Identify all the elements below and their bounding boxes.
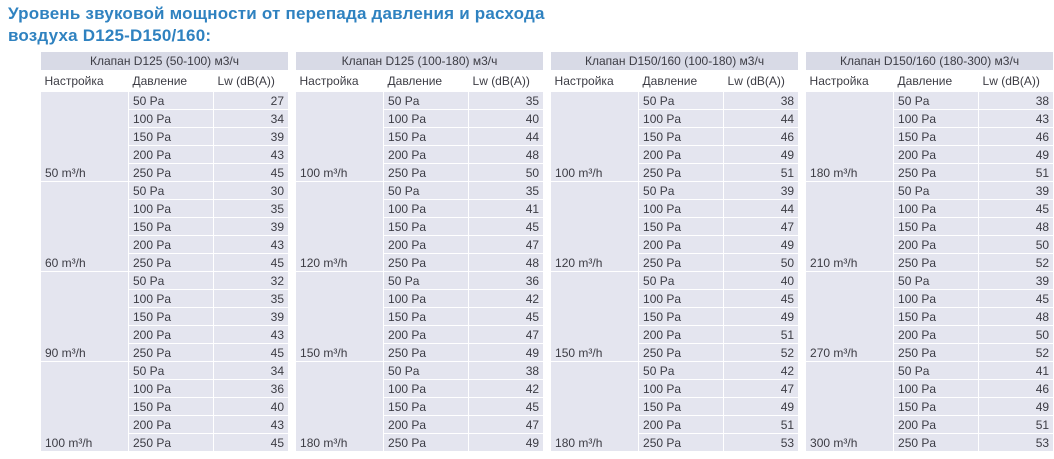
setting-cell: 100 m³/h — [551, 92, 639, 182]
column-header-pressure: Давление — [639, 71, 724, 92]
pressure-cell: 200 Pa — [894, 236, 979, 254]
lw-value-cell: 49 — [724, 308, 799, 326]
pressure-cell: 250 Pa — [384, 254, 469, 272]
lw-value-cell: 51 — [724, 326, 799, 344]
lw-value-cell: 49 — [724, 236, 799, 254]
lw-value-cell: 45 — [724, 290, 799, 308]
lw-value-cell: 41 — [469, 200, 544, 218]
valve-table — [295, 51, 544, 452]
setting-cell: 210 m³/h — [806, 182, 894, 272]
setting-cell: 300 m³/h — [806, 362, 894, 452]
table-row — [296, 182, 544, 200]
column-header-row — [806, 71, 1054, 92]
lw-value-cell: 39 — [214, 308, 289, 326]
lw-value-cell: 45 — [214, 164, 289, 182]
lw-value-cell: 53 — [724, 434, 799, 452]
pressure-cell: 150 Pa — [639, 398, 724, 416]
table-row — [806, 92, 1054, 110]
pressure-cell: 200 Pa — [384, 326, 469, 344]
lw-value-cell: 38 — [724, 92, 799, 110]
lw-value-cell: 47 — [469, 326, 544, 344]
setting-cell: 120 m³/h — [296, 182, 384, 272]
lw-value-cell: 44 — [724, 110, 799, 128]
lw-value-cell: 50 — [724, 254, 799, 272]
lw-value-cell: 47 — [724, 218, 799, 236]
lw-value-cell: 34 — [214, 362, 289, 380]
lw-value-cell: 39 — [724, 182, 799, 200]
lw-value-cell: 46 — [979, 128, 1054, 146]
pressure-cell: 250 Pa — [894, 344, 979, 362]
lw-value-cell: 36 — [214, 380, 289, 398]
pressure-cell: 100 Pa — [894, 200, 979, 218]
lw-value-cell: 35 — [214, 290, 289, 308]
pressure-cell: 200 Pa — [384, 416, 469, 434]
pressure-cell: 250 Pa — [894, 434, 979, 452]
pressure-cell: 100 Pa — [384, 110, 469, 128]
lw-value-cell: 47 — [724, 380, 799, 398]
table-title: Клапан D125 (50-100) м3/ч — [41, 52, 289, 71]
pressure-cell: 150 Pa — [894, 398, 979, 416]
pressure-cell: 150 Pa — [384, 128, 469, 146]
pressure-cell: 100 Pa — [894, 290, 979, 308]
pressure-cell: 150 Pa — [894, 128, 979, 146]
pressure-cell: 250 Pa — [894, 254, 979, 272]
column-header-lw: Lw (dB(A)) — [979, 71, 1054, 92]
setting-cell: 90 m³/h — [41, 272, 129, 362]
table-row — [806, 362, 1054, 380]
lw-value-cell: 52 — [979, 254, 1054, 272]
pressure-cell: 150 Pa — [129, 128, 214, 146]
lw-value-cell: 48 — [979, 218, 1054, 236]
table-row — [551, 272, 799, 290]
setting-cell: 180 m³/h — [551, 362, 639, 452]
pressure-cell: 250 Pa — [384, 344, 469, 362]
pressure-cell: 50 Pa — [129, 92, 214, 110]
pressure-cell: 100 Pa — [894, 110, 979, 128]
pressure-cell: 100 Pa — [639, 200, 724, 218]
table-title: Клапан D125 (100-180) м3/ч — [296, 52, 544, 71]
lw-value-cell: 45 — [469, 398, 544, 416]
pressure-cell: 200 Pa — [639, 236, 724, 254]
pressure-cell: 50 Pa — [129, 182, 214, 200]
lw-value-cell: 47 — [469, 236, 544, 254]
lw-value-cell: 40 — [469, 110, 544, 128]
lw-value-cell: 50 — [469, 164, 544, 182]
setting-cell: 100 m³/h — [41, 362, 129, 452]
pressure-cell: 250 Pa — [129, 434, 214, 452]
pressure-cell: 150 Pa — [384, 308, 469, 326]
valve-table — [40, 51, 289, 452]
pressure-cell: 250 Pa — [384, 434, 469, 452]
lw-value-cell: 52 — [724, 344, 799, 362]
pressure-cell: 150 Pa — [384, 398, 469, 416]
valve-table — [805, 51, 1054, 452]
pressure-cell: 150 Pa — [894, 218, 979, 236]
pressure-cell: 150 Pa — [639, 218, 724, 236]
pressure-cell: 100 Pa — [894, 380, 979, 398]
pressure-cell: 150 Pa — [639, 308, 724, 326]
column-header-lw: Lw (dB(A)) — [469, 71, 544, 92]
pressure-cell: 250 Pa — [639, 434, 724, 452]
column-header-lw: Lw (dB(A)) — [214, 71, 289, 92]
lw-value-cell: 45 — [214, 254, 289, 272]
pressure-cell: 50 Pa — [894, 182, 979, 200]
table-title-row — [551, 52, 799, 71]
pressure-cell: 200 Pa — [129, 326, 214, 344]
lw-value-cell: 39 — [979, 182, 1054, 200]
table-row — [551, 362, 799, 380]
pressure-cell: 50 Pa — [129, 362, 214, 380]
lw-value-cell: 42 — [469, 380, 544, 398]
pressure-cell: 100 Pa — [639, 290, 724, 308]
tables-container — [40, 51, 1054, 452]
lw-value-cell: 45 — [469, 308, 544, 326]
lw-value-cell: 39 — [214, 218, 289, 236]
lw-value-cell: 36 — [469, 272, 544, 290]
pressure-cell: 50 Pa — [639, 362, 724, 380]
table-row — [806, 272, 1054, 290]
table-row — [41, 362, 289, 380]
lw-value-cell: 48 — [979, 308, 1054, 326]
pressure-cell: 200 Pa — [639, 326, 724, 344]
lw-value-cell: 43 — [214, 146, 289, 164]
setting-cell: 100 m³/h — [296, 92, 384, 182]
setting-cell: 50 m³/h — [41, 92, 129, 182]
pressure-cell: 200 Pa — [894, 146, 979, 164]
pressure-cell: 250 Pa — [894, 164, 979, 182]
column-header-pressure: Давление — [384, 71, 469, 92]
pressure-cell: 150 Pa — [129, 398, 214, 416]
pressure-cell: 50 Pa — [384, 362, 469, 380]
lw-value-cell: 42 — [469, 290, 544, 308]
column-header-pressure: Давление — [894, 71, 979, 92]
pressure-cell: 50 Pa — [894, 362, 979, 380]
lw-value-cell: 51 — [979, 164, 1054, 182]
page-title-line-2: воздуха D125-D150/160: — [8, 26, 212, 45]
valve-table — [550, 51, 799, 452]
lw-value-cell: 38 — [469, 362, 544, 380]
lw-value-cell: 45 — [979, 200, 1054, 218]
table-title-row — [806, 52, 1054, 71]
pressure-cell: 200 Pa — [129, 236, 214, 254]
lw-value-cell: 45 — [979, 290, 1054, 308]
lw-value-cell: 32 — [214, 272, 289, 290]
table-row — [296, 92, 544, 110]
pressure-cell: 100 Pa — [639, 380, 724, 398]
table-row — [41, 182, 289, 200]
pressure-cell: 250 Pa — [639, 164, 724, 182]
pressure-cell: 100 Pa — [129, 380, 214, 398]
table-title: Клапан D150/160 (180-300) м3/ч — [806, 52, 1054, 71]
lw-value-cell: 43 — [214, 416, 289, 434]
pressure-cell: 100 Pa — [384, 380, 469, 398]
setting-cell: 180 m³/h — [296, 362, 384, 452]
pressure-cell: 250 Pa — [384, 164, 469, 182]
pressure-cell: 200 Pa — [129, 416, 214, 434]
lw-value-cell: 42 — [724, 362, 799, 380]
lw-value-cell: 51 — [724, 416, 799, 434]
pressure-cell: 50 Pa — [384, 182, 469, 200]
pressure-cell: 150 Pa — [894, 308, 979, 326]
pressure-cell: 200 Pa — [894, 326, 979, 344]
lw-value-cell: 52 — [979, 344, 1054, 362]
lw-value-cell: 35 — [214, 200, 289, 218]
lw-value-cell: 43 — [214, 326, 289, 344]
lw-value-cell: 51 — [724, 164, 799, 182]
lw-value-cell: 35 — [469, 182, 544, 200]
column-header-lw: Lw (dB(A)) — [724, 71, 799, 92]
lw-value-cell: 49 — [469, 434, 544, 452]
table-title-row — [296, 52, 544, 71]
pressure-cell: 50 Pa — [129, 272, 214, 290]
column-header-row — [551, 71, 799, 92]
lw-value-cell: 30 — [214, 182, 289, 200]
table-row — [296, 362, 544, 380]
lw-value-cell: 48 — [469, 254, 544, 272]
pressure-cell: 50 Pa — [384, 272, 469, 290]
column-header-setting: Настройка — [806, 71, 894, 92]
table-row — [296, 272, 544, 290]
lw-value-cell: 46 — [979, 380, 1054, 398]
setting-cell: 270 m³/h — [806, 272, 894, 362]
column-header-setting: Настройка — [551, 71, 639, 92]
lw-value-cell: 38 — [979, 92, 1054, 110]
lw-value-cell: 34 — [214, 110, 289, 128]
pressure-cell: 50 Pa — [639, 182, 724, 200]
lw-value-cell: 49 — [469, 344, 544, 362]
lw-value-cell: 27 — [214, 92, 289, 110]
pressure-cell: 150 Pa — [384, 218, 469, 236]
lw-value-cell: 47 — [469, 416, 544, 434]
setting-cell: 60 m³/h — [41, 182, 129, 272]
pressure-cell: 150 Pa — [639, 128, 724, 146]
pressure-cell: 150 Pa — [129, 308, 214, 326]
lw-value-cell: 45 — [214, 434, 289, 452]
lw-value-cell: 41 — [979, 362, 1054, 380]
pressure-cell: 100 Pa — [129, 110, 214, 128]
column-header-row — [41, 71, 289, 92]
pressure-cell: 50 Pa — [639, 272, 724, 290]
page-title — [0, 0, 1054, 47]
pressure-cell: 200 Pa — [639, 146, 724, 164]
pressure-cell: 50 Pa — [894, 92, 979, 110]
pressure-cell: 200 Pa — [894, 416, 979, 434]
column-header-pressure: Давление — [129, 71, 214, 92]
setting-cell: 180 m³/h — [806, 92, 894, 182]
pressure-cell: 50 Pa — [384, 92, 469, 110]
table-row — [551, 92, 799, 110]
lw-value-cell: 43 — [214, 236, 289, 254]
lw-value-cell: 53 — [979, 434, 1054, 452]
lw-value-cell: 44 — [469, 128, 544, 146]
pressure-cell: 250 Pa — [639, 344, 724, 362]
page-title-line-1: Уровень звуковой мощности от перепада давления и расхода — [8, 4, 545, 23]
lw-value-cell: 39 — [979, 272, 1054, 290]
lw-value-cell: 49 — [979, 146, 1054, 164]
pressure-cell: 250 Pa — [639, 254, 724, 272]
lw-value-cell: 40 — [724, 272, 799, 290]
pressure-cell: 200 Pa — [639, 416, 724, 434]
lw-value-cell: 35 — [469, 92, 544, 110]
table-row — [41, 272, 289, 290]
lw-value-cell: 50 — [979, 236, 1054, 254]
lw-value-cell: 43 — [979, 110, 1054, 128]
setting-cell: 150 m³/h — [551, 272, 639, 362]
lw-value-cell: 49 — [724, 398, 799, 416]
pressure-cell: 100 Pa — [129, 290, 214, 308]
pressure-cell: 200 Pa — [384, 146, 469, 164]
lw-value-cell: 44 — [724, 200, 799, 218]
table-row — [41, 92, 289, 110]
pressure-cell: 100 Pa — [384, 200, 469, 218]
pressure-cell: 50 Pa — [639, 92, 724, 110]
lw-value-cell: 49 — [724, 146, 799, 164]
column-header-setting: Настройка — [296, 71, 384, 92]
pressure-cell: 50 Pa — [894, 272, 979, 290]
lw-value-cell: 51 — [979, 416, 1054, 434]
pressure-cell: 200 Pa — [129, 146, 214, 164]
lw-value-cell: 46 — [724, 128, 799, 146]
pressure-cell: 100 Pa — [384, 290, 469, 308]
setting-cell: 120 m³/h — [551, 182, 639, 272]
pressure-cell: 250 Pa — [129, 164, 214, 182]
lw-value-cell: 50 — [979, 326, 1054, 344]
table-row — [806, 182, 1054, 200]
lw-value-cell: 39 — [214, 128, 289, 146]
pressure-cell: 100 Pa — [639, 110, 724, 128]
table-title-row — [41, 52, 289, 71]
table-title: Клапан D150/160 (100-180) м3/ч — [551, 52, 799, 71]
pressure-cell: 150 Pa — [129, 218, 214, 236]
table-row — [551, 182, 799, 200]
column-header-setting: Настройка — [41, 71, 129, 92]
column-header-row — [296, 71, 544, 92]
pressure-cell: 200 Pa — [384, 236, 469, 254]
lw-value-cell: 40 — [214, 398, 289, 416]
lw-value-cell: 48 — [469, 146, 544, 164]
pressure-cell: 250 Pa — [129, 344, 214, 362]
pressure-cell: 250 Pa — [129, 254, 214, 272]
lw-value-cell: 45 — [214, 344, 289, 362]
pressure-cell: 100 Pa — [129, 200, 214, 218]
lw-value-cell: 49 — [979, 398, 1054, 416]
lw-value-cell: 45 — [469, 218, 544, 236]
setting-cell: 150 m³/h — [296, 272, 384, 362]
